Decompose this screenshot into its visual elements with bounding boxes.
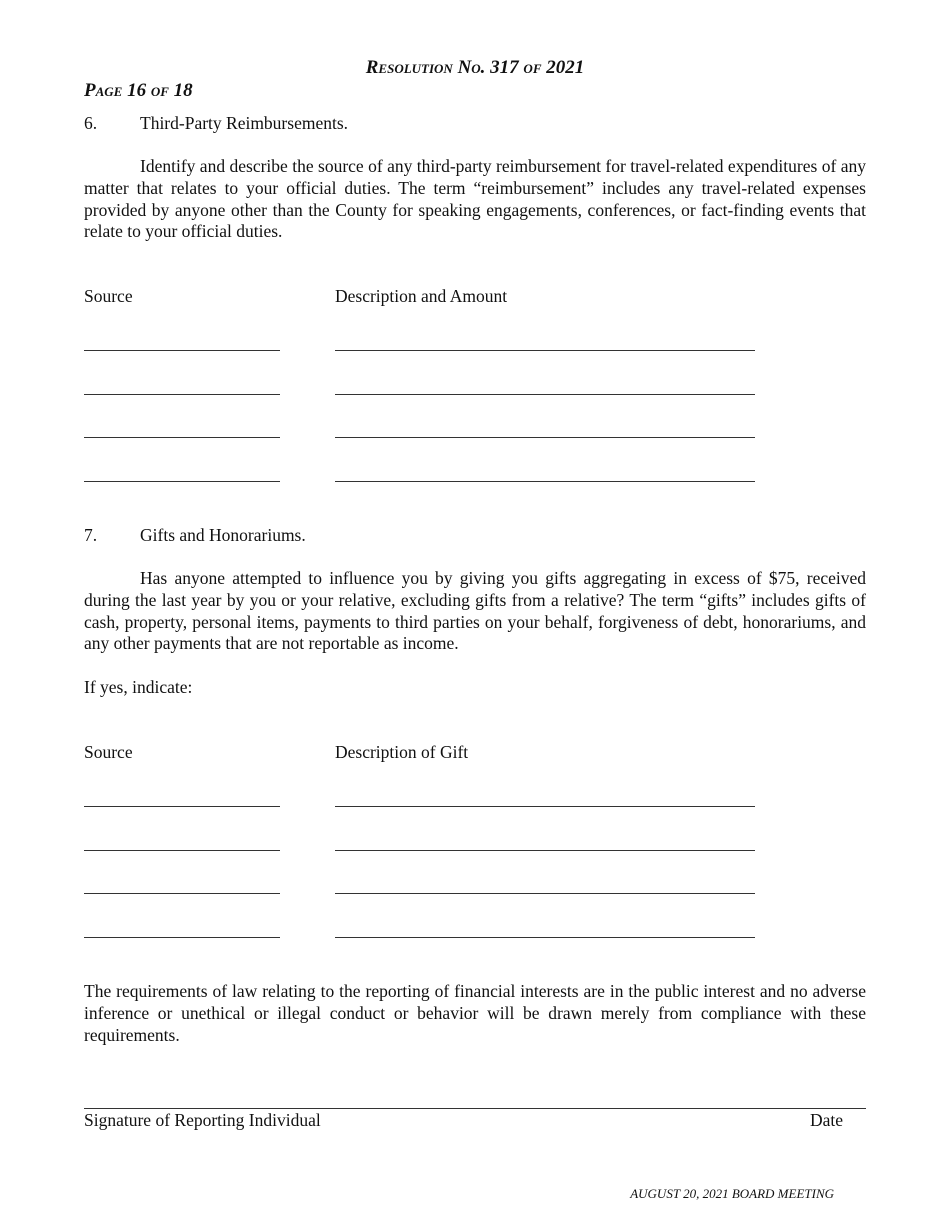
date-label: Date [810,1110,844,1130]
section-6-source-line[interactable] [84,394,280,395]
section-7-description-line[interactable] [335,806,755,807]
section-6-title: Third-Party Reimbursements. [140,113,349,133]
section-6-heading [84,113,348,134]
section-6-paragraph [84,156,866,243]
section-6-description-line[interactable] [335,481,755,482]
section-7-description-line[interactable] [335,893,755,894]
section-7-description-label: Description of Gift [335,742,469,762]
section-6-source-line[interactable] [84,481,280,482]
section-6-description-line[interactable] [335,350,755,351]
section-7-paragraph-text: Has anyone attempted to influence you by giving you gifts aggregating in excess of $75, received during the last year by you or your relative, excluding gifts from a relative? The term “gifts” includes gifts of cash, property, personal items, payments to third parties on your behalf, forgiveness of debt, honorariums, and any other payments that are not reportable as income. [84,568,866,654]
section-6-description-line[interactable] [335,394,755,395]
section-6-number: 6. [84,113,98,133]
section-7-description-line[interactable] [335,850,755,851]
if-yes-label: If yes, indicate: [84,677,193,697]
section-6-description-line[interactable] [335,437,755,438]
section-7-paragraph [84,568,866,655]
closing-statement: The requirements of law relating to the reporting of financial interests are in the public interest and no adverse inference or unethical or illegal conduct or behavior will be drawn merely from compliance with these requirements. [84,981,866,1045]
section-7-source-line[interactable] [84,806,280,807]
section-7-source-line[interactable] [84,893,280,894]
section-7-number: 7. [84,525,98,545]
section-7-description-line[interactable] [335,937,755,938]
signature-label: Signature of Reporting Individual [84,1110,321,1130]
section-7-heading [84,525,306,546]
signature-line[interactable] [84,1108,866,1109]
section-7-source-line[interactable] [84,850,280,851]
section-7-source-label: Source [84,742,133,762]
resolution-title: Resolution No. 317 of 2021 [365,57,585,78]
section-6-source-line[interactable] [84,350,280,351]
section-6-source-line[interactable] [84,437,280,438]
section-6-description-label: Description and Amount [335,286,508,306]
page-number: Page 16 of 18 [84,80,193,101]
section-6-source-label: Source [84,286,133,306]
section-7-title: Gifts and Honorariums. [140,525,306,545]
footer-meeting: AUGUST 20, 2021 BOARD MEETING [630,1186,834,1201]
section-7-source-line[interactable] [84,937,280,938]
section-6-paragraph-text: Identify and describe the source of any third-party reimbursement for travel-related expenditures of any matter that relates to your official duties. The term “reimbursement” includes any travel-related expenses provided by anyone other than the County for speaking engagements, conferences, or fact-finding events that relate to your official duties. [84,156,866,242]
